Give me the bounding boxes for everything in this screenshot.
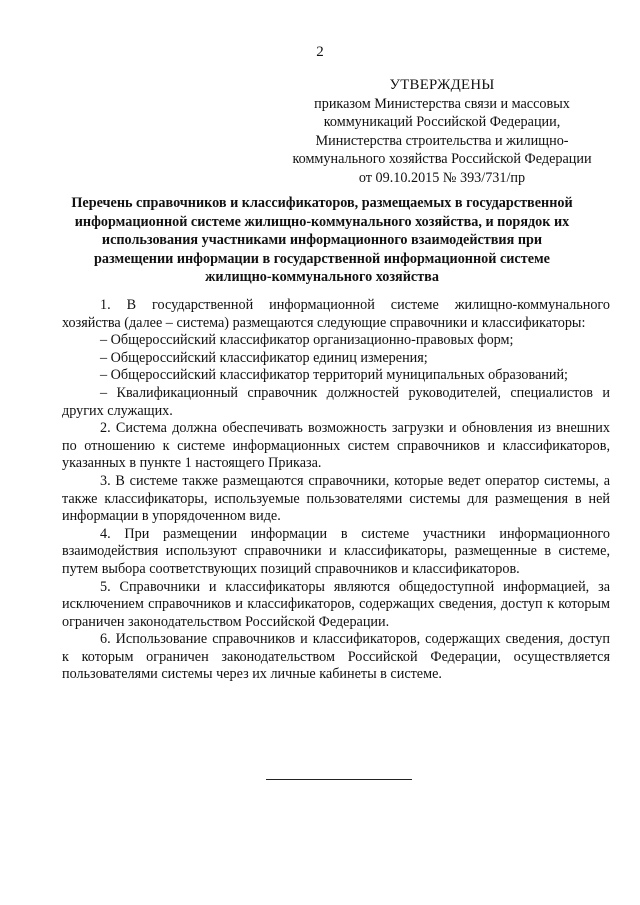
paragraph: 4. При размещении информации в системе участники информационного взаимодействия используют справочники и классификаторы, размещенные в системе, путем выбора соответствующих позиций справочников и классификаторов. xyxy=(62,525,610,577)
list-item: – Общероссийский классификатор территорий муниципальных образований; xyxy=(100,367,568,384)
paragraph: 6. Использование справочников и классификаторов, содержащих сведения, доступ к которым ограничен законодательством Российской Федерации, осуществляется пользователями системы через их личные кабинеты в системе. xyxy=(62,631,610,683)
approval-line: приказом Министерства связи и массовых xyxy=(314,95,570,112)
page-number: 2 xyxy=(316,44,324,60)
document-title xyxy=(62,194,582,287)
document-body xyxy=(62,297,610,684)
title-line: информационной системе жилищно-коммунального хозяйства, и порядок их xyxy=(74,213,570,230)
title-line: размещении информации в государственной информационной системе xyxy=(94,250,550,267)
approval-line: Министерства строительства и жилищно- xyxy=(315,132,569,149)
approval-stamp: УТВЕРЖДЕНЫ xyxy=(389,77,495,93)
paragraph: 1. В государственной информационной системе жилищно-коммунального хозяйства (далее – система) размещаются следующие справочники и классификаторы: xyxy=(62,297,610,331)
list-item: – Общероссийский классификатор единиц измерения; xyxy=(100,349,428,366)
title-line: жилищно-коммунального хозяйства xyxy=(205,269,439,286)
title-line: использования участниками информационного взаимодействия при xyxy=(101,232,543,249)
approval-line: коммуникаций Российской Федерации, xyxy=(323,114,561,131)
approval-line: коммунального хозяйства Российской Федерации xyxy=(292,151,592,168)
paragraph: 5. Справочники и классификаторы являются общедоступной информацией, за исключением справочников и классификаторов, содержащих сведения, доступ к которым ограничен законодательством Российской Федерации. xyxy=(62,578,610,630)
paragraph: 3. В системе также размещаются справочники, которые ведет оператор системы, а также классификаторы, используемые пользователями системы для размещения в ней информации в упорядоченном виде. xyxy=(62,472,610,525)
approval-line: от 09.10.2015 № 393/731/пр xyxy=(358,169,526,186)
title-line: Перечень справочников и классификаторов, размещаемых в государственной xyxy=(71,195,573,211)
list-item: – Квалификационный справочник должностей руководителей, специалистов и других служащих. xyxy=(62,384,610,419)
list-item: – Общероссийский классификатор организационно-правовых форм; xyxy=(100,332,514,349)
approval-block xyxy=(272,76,612,188)
paragraph: 2. Система должна обеспечивать возможность загрузки и обновления из внешних по отношению к системе информационных систем справочников и классификаторов, указанных в пункте 1 настоящего Приказа. xyxy=(62,420,610,472)
closing-rule xyxy=(266,779,412,780)
